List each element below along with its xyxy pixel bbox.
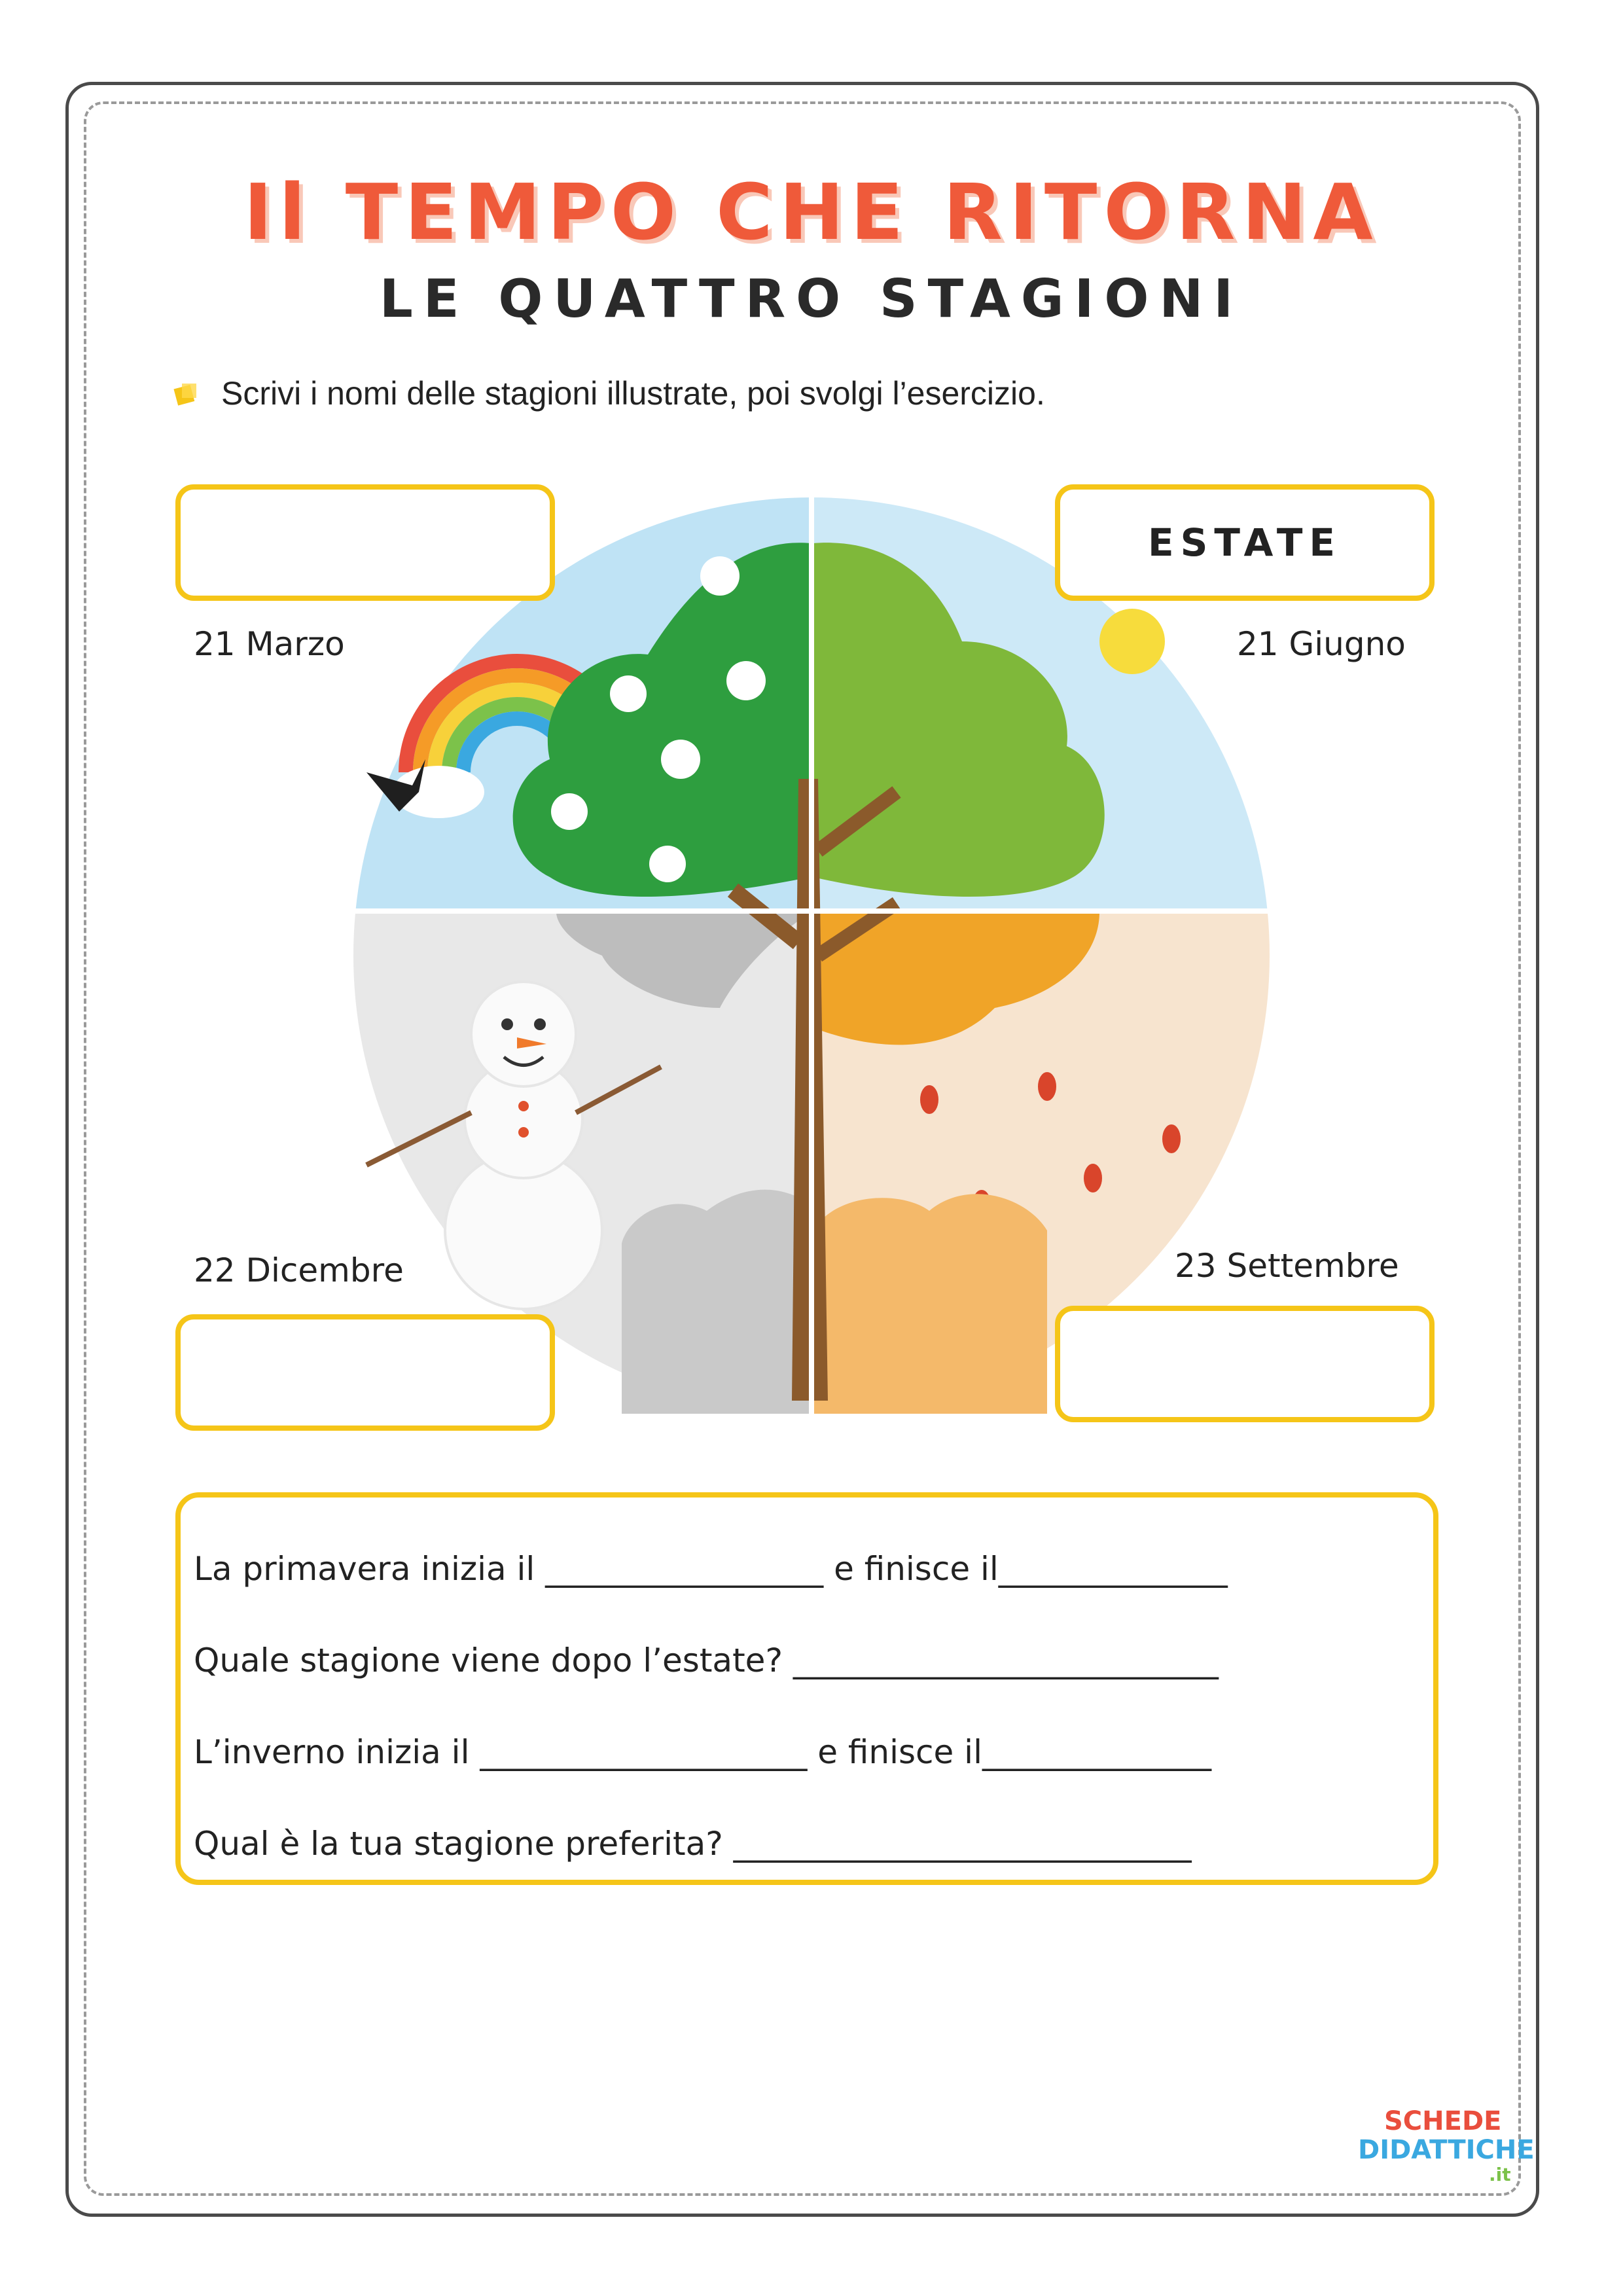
- winter-bush: [622, 1190, 810, 1414]
- question-line[interactable]: Quale stagione viene dopo l’estate? __________________________: [194, 1641, 1219, 1679]
- question-line[interactable]: L’inverno inizia il ____________________ e finisce il______________: [194, 1733, 1211, 1771]
- season-input-bottom-left[interactable]: [175, 1314, 555, 1431]
- question-line[interactable]: La primavera inizia il _________________ e finisce il______________: [194, 1550, 1228, 1588]
- question-line[interactable]: Qual è la tua stagione preferita? ____________________________: [194, 1825, 1192, 1863]
- date-winter: 22 Dicembre: [194, 1251, 404, 1289]
- schede-didattiche-logo: SCHEDE DIDATTICHE .it: [1358, 2106, 1535, 2185]
- sun-icon: [1099, 609, 1165, 674]
- pencil-bullet-icon: [171, 380, 200, 408]
- worksheet-title: Il TEMPO CHE RITORNA: [243, 167, 1380, 257]
- autumn-bush: [813, 1194, 1047, 1414]
- season-input-bottom-right[interactable]: [1055, 1306, 1435, 1422]
- date-summer: 21 Giugno: [1237, 625, 1406, 663]
- date-spring: 21 Marzo: [194, 625, 345, 663]
- worksheet-subtitle: LE QUATTRO STAGIONI: [379, 268, 1244, 329]
- four-seasons-tree-illustration: [340, 484, 1283, 1414]
- season-input-top-left[interactable]: [175, 484, 555, 601]
- date-autumn: 23 Settembre: [1175, 1247, 1399, 1285]
- instruction-text: Scrivi i nomi delle stagioni illustrate, poi svolgi l’esercizio.: [221, 375, 1045, 412]
- season-input-top-right[interactable]: ESTATE: [1055, 484, 1435, 601]
